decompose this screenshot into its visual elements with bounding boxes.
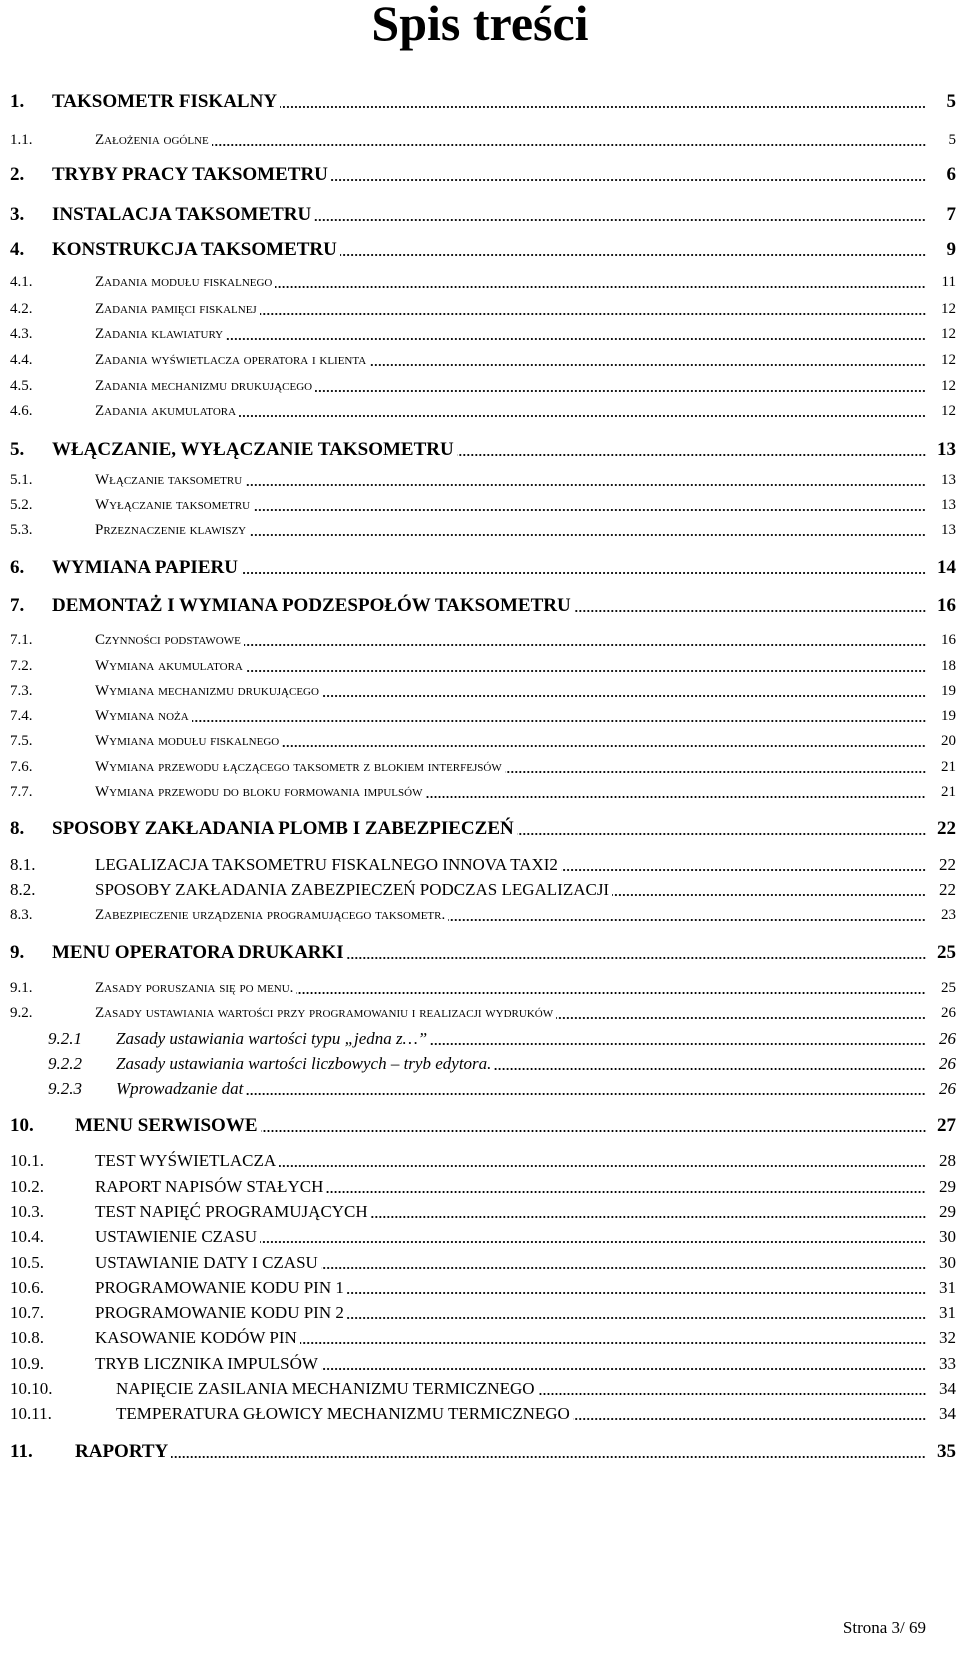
toc-entry[interactable]	[0, 203, 960, 227]
toc-entry-number: 5.3.	[10, 522, 33, 538]
toc-entry-page: 29	[939, 1202, 956, 1221]
toc-entry-number: 7.2.	[10, 658, 33, 674]
toc-entry-page: 14	[937, 557, 956, 578]
toc-entry-number: 9.1.	[10, 980, 33, 996]
toc-entry[interactable]	[0, 729, 960, 753]
toc-entry-page: 30	[939, 1227, 956, 1246]
toc-entry-number: 7.6.	[10, 759, 33, 775]
toc-entry-number: 10.8.	[10, 1328, 44, 1347]
toc-entry[interactable]	[0, 556, 960, 580]
toc-entry-title: WYMIANA PAPIERU	[52, 557, 238, 578]
toc-entry[interactable]	[0, 1326, 960, 1350]
toc-entry-title: KASOWANIE KODÓW PIN	[95, 1328, 297, 1347]
toc-entry-title: TEST WYŚWIETLACZA	[95, 1151, 277, 1170]
toc-leader-dots	[241, 570, 926, 576]
toc-entry-number: 9.	[10, 942, 25, 963]
toc-entry-page: 12	[941, 301, 956, 317]
toc-leader-dots	[260, 311, 926, 317]
toc-leader-dots	[556, 1015, 926, 1021]
toc-leader-dots	[369, 362, 926, 368]
toc-entry[interactable]	[0, 348, 960, 372]
toc-entry-number: 8.2.	[10, 880, 36, 899]
toc-entry-page: 18	[941, 658, 956, 674]
toc-leader-dots	[457, 452, 926, 458]
toc-entry-page: 33	[939, 1354, 956, 1373]
toc-leader-dots	[505, 769, 926, 775]
toc-entry[interactable]	[0, 270, 960, 294]
toc-leader-dots	[315, 388, 926, 394]
toc-entry-page: 22	[939, 855, 956, 874]
toc-entry[interactable]	[0, 628, 960, 652]
toc-entry[interactable]	[0, 468, 960, 492]
toc-entry-number: 5.	[10, 439, 25, 460]
toc-leader-dots	[517, 831, 926, 837]
toc-entry-title: Zadania akumulatora	[95, 403, 237, 419]
toc-entry-number: 8.1.	[10, 855, 36, 874]
toc-entry-number: 7.	[10, 595, 25, 616]
toc-leader-dots	[430, 1041, 926, 1047]
toc-entry-number: 9.2.3	[48, 1079, 82, 1098]
toc-entry-page: 26	[939, 1054, 956, 1073]
toc-entry-title: WŁĄCZANIE, WYŁĄCZANIE TAKSOMETRU	[52, 439, 454, 460]
toc-leader-dots	[260, 1239, 926, 1245]
toc-entry-page: 22	[937, 818, 956, 839]
toc-leader-dots	[192, 718, 926, 724]
toc-entry-number: 7.4.	[10, 708, 33, 724]
toc-entry-page: 22	[939, 880, 956, 899]
toc-entry-number: 10.3.	[10, 1202, 44, 1221]
toc-entry[interactable]	[0, 399, 960, 423]
toc-entry-number: 11.	[10, 1441, 33, 1462]
toc-entry-page: 35	[937, 1441, 956, 1462]
toc-entry-title: Zasady poruszania się po menu.	[95, 980, 294, 996]
toc-entry[interactable]	[0, 1352, 960, 1376]
toc-entry-title: Wprowadzanie dat	[116, 1079, 244, 1098]
page-title: Spis treści	[371, 0, 589, 51]
toc-entry-page: 32	[939, 1328, 956, 1347]
toc-entry-number: 9.2.1	[48, 1029, 82, 1048]
toc-entry-title: Założenia ogólne	[95, 132, 209, 148]
toc-entry-number: 4.6.	[10, 403, 33, 419]
toc-entry-number: 4.3.	[10, 326, 33, 342]
toc-entry-title: TEST NAPIĘĆ PROGRAMUJĄCYCH	[95, 1202, 368, 1221]
toc-entry-page: 34	[939, 1404, 956, 1423]
toc-entry-title: Wymiana noża	[95, 708, 189, 724]
toc-entry-title: DEMONTAŻ I WYMIANA PODZESPOŁÓW TAKSOMETRU	[52, 595, 571, 616]
toc-leader-dots	[300, 1340, 926, 1346]
toc-entry-number: 7.5.	[10, 733, 33, 749]
toc-entry[interactable]	[0, 704, 960, 728]
toc-entry[interactable]	[0, 1175, 960, 1199]
toc-entry[interactable]	[0, 903, 960, 927]
toc-entry-number: 8.3.	[10, 907, 33, 923]
toc-entry[interactable]	[0, 594, 960, 618]
toc-entry-number: 10.11.	[10, 1404, 52, 1423]
toc-entry-number: 4.5.	[10, 378, 33, 394]
toc-entry-number: 10.10.	[10, 1379, 53, 1398]
toc-entry-title: Zadania modułu fiskalnego	[95, 274, 273, 290]
toc-leader-dots	[331, 177, 926, 183]
toc-entry[interactable]	[0, 817, 960, 841]
toc-entry[interactable]	[0, 976, 960, 1000]
toc-entry-title: TEMPERATURA GŁOWICY MECHANIZMU TERMICZNEGO	[116, 1404, 570, 1423]
toc-entry-title: Zasady ustawiania wartości liczbowych – tryb edytora.	[116, 1054, 492, 1073]
toc-entry[interactable]	[0, 374, 960, 398]
toc-leader-dots	[244, 642, 926, 648]
toc-entry-page: 29	[939, 1177, 956, 1196]
toc-entry-page: 6	[946, 164, 956, 185]
toc-entry-title: LEGALIZACJA TAKSOMETRU FISKALNEGO INNOVA TAXI2	[95, 855, 558, 874]
toc-leader-dots	[245, 482, 926, 488]
toc-entry[interactable]	[0, 438, 960, 462]
toc-entry-title: SPOSOBY ZAKŁADANIA PLOMB I ZABEZPIECZEŃ	[52, 818, 514, 839]
toc-entry-number: 10.	[10, 1115, 34, 1136]
toc-leader-dots	[246, 1091, 926, 1097]
toc-entry-title: RAPORT NAPISÓW STAŁYCH	[95, 1177, 324, 1196]
toc-entry-title: Zadania wyświetlacza operatora i klienta	[95, 352, 367, 368]
toc-leader-dots	[246, 668, 926, 674]
toc-entry[interactable]	[0, 1200, 960, 1224]
toc-entry-page: 13	[941, 472, 956, 488]
toc-entry-title: Wymiana przewodu do bloku formowania impulsów	[95, 784, 423, 800]
toc-entry[interactable]	[0, 493, 960, 517]
toc-entry-title: NAPIĘCIE ZASILANIA MECHANIZMU TERMICZNEGO	[116, 1379, 535, 1398]
toc-leader-dots	[279, 1163, 926, 1169]
toc-entry-page: 23	[941, 907, 956, 923]
toc-entry[interactable]	[0, 1377, 960, 1401]
toc-leader-dots	[253, 507, 926, 513]
toc-entry-title: USTAWIANIE DATY I CZASU	[95, 1253, 318, 1272]
toc-entry-number: 4.4.	[10, 352, 33, 368]
toc-entry-number: 10.9.	[10, 1354, 44, 1373]
toc-entry-title: RAPORTY	[75, 1441, 169, 1462]
toc-entry[interactable]	[0, 755, 960, 779]
toc-entry-number: 4.2.	[10, 301, 33, 317]
toc-entry-page: 21	[941, 784, 956, 800]
toc-entry[interactable]	[0, 654, 960, 678]
toc-entry-number: 8.	[10, 818, 25, 839]
toc-entry-title: PROGRAMOWANIE KODU PIN 1	[95, 1278, 344, 1297]
toc-entry-page: 26	[941, 1005, 956, 1021]
toc-leader-dots	[212, 142, 926, 148]
toc-entry-title: PROGRAMOWANIE KODU PIN 2	[95, 1303, 344, 1322]
toc-leader-dots	[261, 1128, 926, 1134]
toc-entry[interactable]	[0, 1027, 960, 1051]
toc-entry[interactable]	[0, 941, 960, 965]
toc-entry[interactable]	[0, 1114, 960, 1138]
toc-entry[interactable]	[0, 90, 960, 114]
toc-leader-dots	[280, 104, 926, 110]
toc-entry-title: Zasady ustawiania wartości typu „jedna z…”	[116, 1029, 428, 1048]
toc-entry-title: MENU SERWISOWE	[75, 1115, 258, 1136]
toc-entry-page: 21	[941, 759, 956, 775]
toc-entry[interactable]	[0, 1001, 960, 1025]
toc-entry-page: 16	[937, 595, 956, 616]
toc-leader-dots	[561, 867, 926, 873]
toc-leader-dots	[340, 252, 926, 258]
toc-entry-page: 25	[941, 980, 956, 996]
toc-entry[interactable]	[0, 780, 960, 804]
toc-entry-title: Zasady ustawiania wartości przy programowaniu i realizacji wydruków	[95, 1005, 554, 1021]
toc-entry[interactable]	[0, 853, 960, 877]
toc-entry-number: 4.	[10, 239, 25, 260]
toc-entry-number: 6.	[10, 557, 25, 578]
toc-leader-dots	[171, 1454, 926, 1460]
toc-entry-page: 31	[939, 1303, 956, 1322]
toc-leader-dots	[347, 955, 926, 961]
toc-leader-dots	[573, 1416, 926, 1422]
toc-leader-dots	[249, 532, 926, 538]
toc-entry-page: 13	[941, 497, 956, 513]
toc-entry-title: Wymiana mechanizmu drukującego	[95, 683, 319, 699]
toc-leader-dots	[226, 336, 926, 342]
toc-entry-title: Włączanie taksometru	[95, 472, 243, 488]
toc-entry-title: Zabezpieczenie urządzenia programującego taksometr.	[95, 907, 446, 923]
toc-entry-number: 5.2.	[10, 497, 33, 513]
toc-entry-page: 26	[939, 1079, 956, 1098]
toc-leader-dots	[425, 794, 926, 800]
toc-entry-title: Wymiana przewodu łączącego taksometr z blokiem interfejsów	[95, 759, 502, 775]
toc-leader-dots	[326, 1189, 926, 1195]
toc-entry-number: 10.2.	[10, 1177, 44, 1196]
toc-entry-page: 12	[941, 326, 956, 342]
toc-leader-dots	[448, 917, 926, 923]
toc-entry-page: 31	[939, 1278, 956, 1297]
toc-entry-title: Wymiana modułu fiskalnego	[95, 733, 280, 749]
toc-entry-page: 34	[939, 1379, 956, 1398]
toc-entry-page: 19	[941, 708, 956, 724]
toc-entry-title: Zadania pamięci fiskalnej	[95, 301, 257, 317]
toc-entry-page: 7	[946, 204, 956, 225]
toc-leader-dots	[321, 1265, 926, 1271]
toc-entry-page: 20	[941, 733, 956, 749]
toc-entry-number: 10.7.	[10, 1303, 44, 1322]
toc-entry-number: 10.4.	[10, 1227, 44, 1246]
toc-entry-page: 11	[941, 274, 956, 290]
toc-entry-number: 10.6.	[10, 1278, 44, 1297]
toc-leader-dots	[494, 1066, 926, 1072]
toc-entry-page: 12	[941, 378, 956, 394]
toc-entry-number: 1.	[10, 91, 25, 112]
toc-entry-number: 9.2.2	[48, 1054, 82, 1073]
toc-entry-title: USTAWIENIE CZASU	[95, 1227, 258, 1246]
toc-leader-dots	[314, 217, 926, 223]
toc-entry[interactable]	[0, 1077, 960, 1101]
toc-entry-page: 27	[937, 1115, 956, 1136]
toc-entry-page: 19	[941, 683, 956, 699]
toc-entry-number: 2.	[10, 164, 25, 185]
toc-entry-title: MENU OPERATORA DRUKARKI	[52, 942, 344, 963]
toc-entry[interactable]	[0, 238, 960, 262]
toc-entry-number: 10.1.	[10, 1151, 44, 1170]
toc-entry-title: INSTALACJA TAKSOMETRU	[52, 204, 312, 225]
toc-entry[interactable]	[0, 1301, 960, 1325]
toc-entry[interactable]	[0, 1225, 960, 1249]
toc-entry[interactable]	[0, 1276, 960, 1300]
toc-entry-page: 13	[937, 439, 956, 460]
toc-entry-number: 3.	[10, 204, 25, 225]
toc-entry[interactable]	[0, 1052, 960, 1076]
toc-entry-title: SPOSOBY ZAKŁADANIA ZABEZPIECZEŃ PODCZAS LEGALIZACJI	[95, 880, 610, 899]
toc-leader-dots	[296, 990, 926, 996]
toc-leader-dots	[347, 1290, 926, 1296]
toc-entry-page: 12	[941, 352, 956, 368]
toc-leader-dots	[347, 1315, 926, 1321]
toc-entry-page: 16	[941, 632, 956, 648]
toc-entry[interactable]	[0, 128, 960, 152]
toc-entry-title: KONSTRUKCJA TAKSOMETRU	[52, 239, 337, 260]
toc-entry[interactable]	[0, 1251, 960, 1275]
toc-entry-page: 9	[946, 239, 956, 260]
toc-entry-number: 7.7.	[10, 784, 33, 800]
toc-entry-number: 5.1.	[10, 472, 33, 488]
toc-entry-title: TAKSOMETR FISKALNY	[52, 91, 278, 112]
toc-entry-number: 1.1.	[10, 132, 33, 148]
toc-entry-title: Wymiana akumulatora	[95, 658, 243, 674]
toc-entry[interactable]	[0, 163, 960, 187]
toc-entry-page: 30	[939, 1253, 956, 1272]
toc-entry-page: 28	[939, 1151, 956, 1170]
toc-entry-number: 4.1.	[10, 274, 33, 290]
toc-entry-title: Czynności podstawowe	[95, 632, 241, 648]
toc-entry-page: 12	[941, 403, 956, 419]
toc-leader-dots	[321, 1366, 926, 1372]
toc-leader-dots	[282, 743, 926, 749]
toc-entry[interactable]	[0, 518, 960, 542]
toc-entry[interactable]	[0, 1149, 960, 1173]
toc-entry[interactable]	[0, 878, 960, 902]
toc-entry-page: 26	[939, 1029, 956, 1048]
toc-entry-page: 5	[948, 132, 956, 148]
toc-entry[interactable]	[0, 322, 960, 346]
toc-entry-page: 25	[937, 942, 956, 963]
toc-leader-dots	[322, 693, 926, 699]
toc-entry-title: Wyłączanie taksometru	[95, 497, 251, 513]
toc-entry[interactable]	[0, 1402, 960, 1426]
toc-entry-title: Zadania klawiatury	[95, 326, 224, 342]
page-footer: Strona 3/ 69	[842, 1618, 926, 1637]
toc-entry-number: 9.2.	[10, 1005, 33, 1021]
toc-entry-number: 10.5.	[10, 1253, 44, 1272]
toc-leader-dots	[371, 1214, 926, 1220]
toc-entry-title: TRYBY PRACY TAKSOMETRU	[52, 164, 328, 185]
toc-entry-title: TRYB LICZNIKA IMPULSÓW	[95, 1354, 318, 1373]
toc-entry-number: 7.3.	[10, 683, 33, 699]
toc-leader-dots	[574, 608, 926, 614]
toc-leader-dots	[239, 413, 926, 419]
toc-leader-dots	[538, 1391, 926, 1397]
toc-entry-title: Przeznaczenie klawiszy	[95, 522, 247, 538]
toc-entry[interactable]	[0, 297, 960, 321]
toc-entry-page: 5	[946, 91, 956, 112]
toc-entry[interactable]	[0, 679, 960, 703]
toc-entry-page: 13	[941, 522, 956, 538]
toc-leader-dots	[275, 284, 926, 290]
toc-entry-number: 7.1.	[10, 632, 33, 648]
toc-entry[interactable]	[0, 1440, 960, 1464]
toc-leader-dots	[612, 892, 926, 898]
toc-entry-title: Zadania mechanizmu drukującego	[95, 378, 313, 394]
